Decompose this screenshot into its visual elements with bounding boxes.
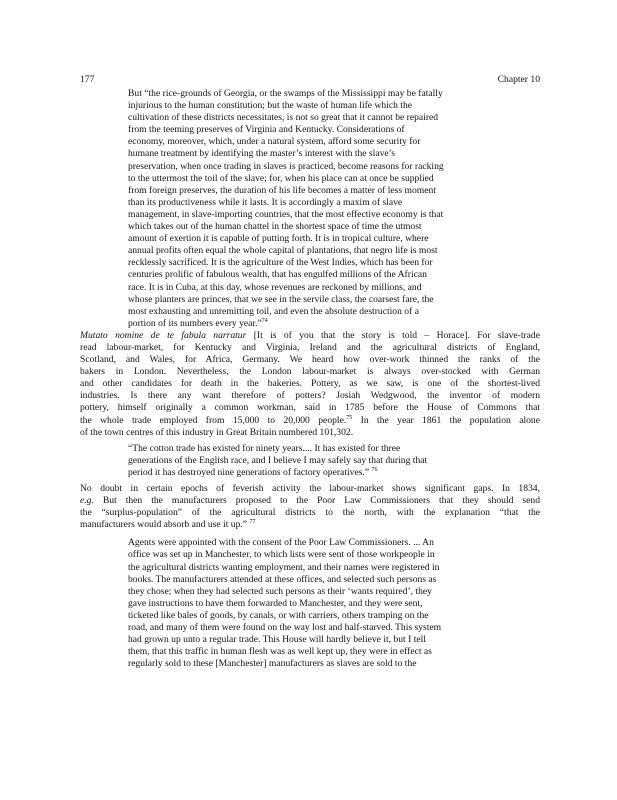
quote-line: preservation, when once trading in slaves is practiced, become reasons for racking bbox=[128, 160, 444, 172]
document-page bbox=[80, 74, 540, 670]
quote-line: ticketed like bales of goods, by canals, or with carriers, others tramping on the bbox=[128, 609, 429, 621]
quote-line: recklessly sacrificed. It is the agriculture of the West Indies, which has been for bbox=[128, 257, 433, 269]
paragraph-line: manufacturers would absorb and use it up.” $^{77}$ bbox=[80, 519, 256, 531]
paragraph-line: industries. Is there any want therefore of potters? Josiah Wedgwood, the inventor of modern bbox=[80, 390, 540, 402]
quote-line: than its productiveness while it lasts. It is accordingly a maxim of slave bbox=[128, 196, 403, 208]
quote-line: annual profits often equal the whole capital of plantations, that negro life is most bbox=[128, 245, 438, 257]
page-number: 177 bbox=[80, 74, 95, 85]
footnote-ref-77[interactable]: 77 bbox=[249, 519, 256, 526]
quote-line: which takes out of the human chattel in the shortest space of time the utmost bbox=[128, 221, 422, 233]
quote-line: office was set up in Manchester, to which lists were sent of those workpeople in bbox=[128, 549, 435, 561]
quote-line: they chose; when they had selected such persons as their ‘wants required’, they bbox=[128, 585, 432, 597]
paragraph-line: the whole trade employed from 15,000 to 20,000 people.$^{75}$ In the year 1861 the population alone bbox=[80, 414, 540, 426]
quote-line: had grown up unto a regular trade. This House will hardly believe it, but I tell bbox=[128, 634, 426, 646]
quote-line: gave instructions to have them forwarded to Manchester, and they were sent, bbox=[128, 597, 423, 609]
quote-line-last: period it has destroyed nine generations of factory operatives.” $^{76}$ bbox=[128, 466, 378, 478]
quote-line: them, that this traffic in human flesh was as well kept up, they were in effect as bbox=[128, 646, 432, 658]
quote-line: most exhausting and unremitting toil, and even the absolute destruction of a bbox=[128, 305, 419, 317]
paragraph-line: of the town centres of this industry in Great Britain numbered 101,302. bbox=[80, 426, 354, 438]
paragraph-line: the “surplus-population” of the agricultural districts to the north, with the explanation “that the bbox=[80, 507, 540, 519]
block-quote-poor-law bbox=[128, 537, 530, 670]
paragraph-line: read labour-market, for Kentucky and Virginia, Ireland and the agricultural districts of England, bbox=[80, 341, 540, 353]
footnote-ref-75[interactable]: 75 bbox=[346, 414, 353, 421]
quote-line: generations of the English race, and I believe I may safely say that during that bbox=[128, 454, 428, 466]
paragraph-line: Scotland, and Wales, for Africa, Germany. We heard how over-work thinned the ranks of the bbox=[80, 354, 540, 366]
paragraph-mutato-nomine bbox=[80, 330, 540, 439]
quote-line: management, in slave-importing countries, that the most effective economy is that bbox=[128, 208, 444, 220]
paragraph-line: No doubt in certain epochs of feverish activity the labour-market shows significant gaps. In 1834, bbox=[80, 483, 540, 494]
quote-line: whose planters are princes, that we see in the servile class, the coarsest fare, the bbox=[128, 293, 434, 305]
page-header bbox=[80, 74, 540, 88]
quote-line: amount of exertion it is capable of putting forth. It is in tropical culture, where bbox=[128, 233, 429, 245]
quote-line: from foreign preserves, the duration of his life becomes a matter of less moment bbox=[128, 184, 436, 196]
paragraph-labour-market-gaps bbox=[80, 483, 540, 531]
quote-line: cultivation of these districts necessitates, is not so great that it cannot be repaired bbox=[128, 112, 439, 124]
quote-line: economy, moreover, which, under a natural system, afford some security for bbox=[128, 136, 421, 148]
quote-line: the agricultural districts wanting employment, and their names were registered in bbox=[128, 561, 440, 573]
quote-line: But “the rice-grounds of Georgia, or the swamps of the Mississippi may be fatally bbox=[128, 88, 443, 99]
quote-line: “The cotton trade has existed for ninety years.... It has existed for three bbox=[128, 442, 401, 454]
paragraph-line: bakers in London. Nevertheless, the London labour-market is always over-stocked with German bbox=[80, 366, 540, 378]
block-quote-cotton-trade bbox=[128, 443, 530, 479]
chapter-title: Chapter 10 bbox=[497, 74, 540, 85]
quote-line-last bbox=[128, 318, 530, 330]
quote-line: books. The manufacturers attended at these offices, and selected such persons as bbox=[128, 573, 437, 585]
quote-line: regularly sold to these [Manchester] manufacturers as slaves are sold to the bbox=[128, 658, 417, 670]
quote-line: injurious to the human constitution; but the waste of human life which the bbox=[128, 100, 413, 112]
quote-line: centuries prolific of fabulous wealth, that has engulfed millions of the African bbox=[128, 269, 427, 281]
quote-line: road, and many of them were found on the way lost and half-starved. This system bbox=[128, 622, 442, 634]
quote-line: to the uttermost the toil of the slave; for, when his place can at once be supplied bbox=[128, 172, 434, 184]
quote-line: Agents were appointed with the consent of the Poor Law Commissioners. ... An bbox=[128, 537, 434, 549]
quote-line: race. It is in Cuba, at this day, whose revenues are reckoned by millions, and bbox=[128, 281, 422, 293]
footnote-ref-76[interactable]: 76 bbox=[371, 466, 378, 473]
paragraph-line: pottery, himself originally a common workman, said in 1785 before the House of Commons that bbox=[80, 402, 540, 414]
paragraph-line: e.g. But then the manufacturers proposed to the Poor Law Commissioners that they should send bbox=[80, 495, 540, 507]
block-quote-slavery bbox=[128, 88, 530, 330]
quote-text: portion of its numbers every year.” bbox=[128, 317, 262, 329]
quote-line: from the teeming preserves of Virginia and Kentucky. Considerations of bbox=[128, 124, 405, 136]
paragraph-line: and other candidates for death in the bakeries. Pottery, as we saw, is one of the shortest-lived bbox=[80, 378, 540, 390]
footnote-ref-74[interactable]: 74 bbox=[261, 317, 268, 324]
paragraph-line: Mutato nomine de te fabula narratur [It is of you that the story is told – Horace]. For slave-trade bbox=[80, 329, 540, 341]
latin-phrase: Mutato nomine de te fabula narratur bbox=[80, 329, 247, 341]
quote-line: humane treatment by identifying the master’s interest with the slave’s bbox=[128, 148, 396, 160]
